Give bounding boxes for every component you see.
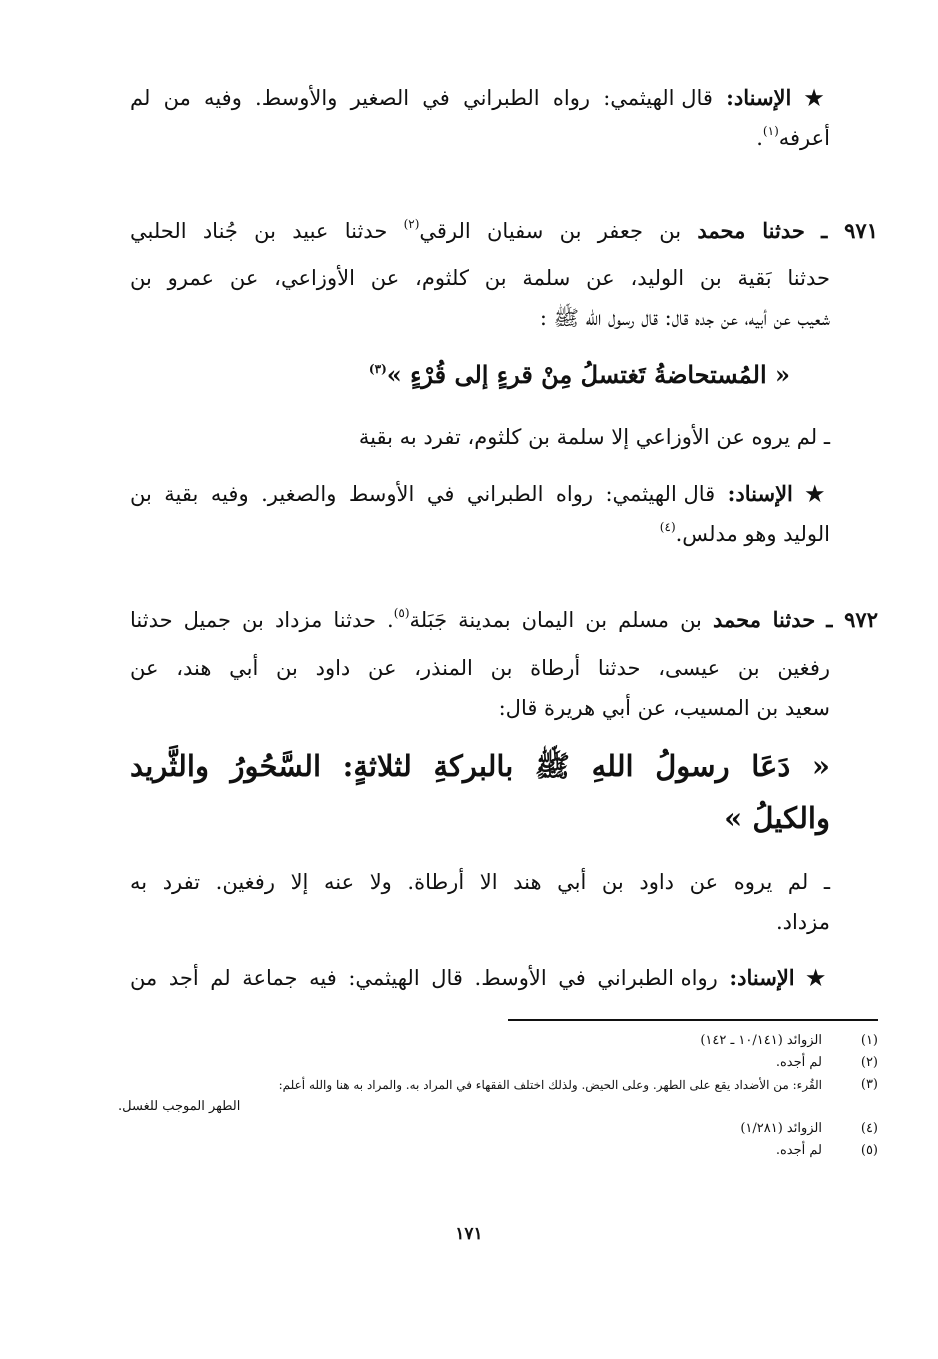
hadith-972 <box>130 740 830 844</box>
entry-972 <box>130 600 878 640</box>
entry-971-body <box>130 258 830 338</box>
footnote-ref-2[interactable]: (٢) <box>403 217 420 231</box>
isnad-label: الإسناد: <box>727 481 793 506</box>
entry-number: ٩٧١ ـ <box>821 218 878 243</box>
entry-number: ٩٧٢ ـ <box>826 607 878 632</box>
entry-972-line-1 <box>130 600 878 640</box>
entry-971-note <box>130 417 830 457</box>
entry-971-line-1 <box>130 211 878 251</box>
footnote-2 <box>118 1052 878 1074</box>
hadith-971-line <box>130 352 830 398</box>
hadith-text: « المُستحاضةُ تَغتسلُ مِنْ قرءٍ إلى قُرْءٍ » <box>386 360 790 389</box>
haddathana-muhammad: حدثنا محمد <box>712 607 816 632</box>
top-isnad <box>130 78 830 158</box>
footnote-text: الزوائد (١٠/١٤١ ـ ١٤٢) <box>700 1033 822 1048</box>
footnote-number: (٤) <box>860 1121 878 1136</box>
star-icon: ★ <box>806 965 830 990</box>
footnote-text: لم أجده. <box>775 1055 822 1070</box>
entry-971-isnad-line-2 <box>130 514 830 554</box>
footnote-divider <box>508 1019 878 1021</box>
isnad-text: رواه الطبراني في الأوسط. قال الهيثمي: فيه جماعة لم أجد من <box>130 966 718 990</box>
star-icon: ★ <box>804 85 830 110</box>
footnotes <box>118 1030 878 1162</box>
hadith-972-line-2: والكيلُ » <box>724 801 830 835</box>
footnote-3 <box>118 1074 878 1096</box>
page-number: ١٧١ <box>455 1224 483 1244</box>
hadith-972-line-1: « دَعَا رسولُ اللهِ ﷺ بالبركةِ لثلاثةٍ: السَّحُورُ والثَّريد <box>130 749 830 783</box>
footnote-number: (٢) <box>860 1055 878 1070</box>
entry-972-line-3: سعيد بن المسيب، عن أبي هريرة قال: <box>498 696 830 720</box>
entry-972-note <box>130 862 830 942</box>
period: . <box>756 126 763 150</box>
isnad-text: قال الهيثمي: رواه الطبراني في الأوسط والصغير. وفيه بقية بن <box>130 482 716 506</box>
narrator-chain: بن جعفر بن سفيان الرقي <box>419 219 682 243</box>
top-isnad-line-2 <box>130 118 830 158</box>
narrator-chain: حدثنا عبيد بن جُناد الحلبي <box>130 219 388 243</box>
isnad-text-end: الوليد وهو مدلس. <box>675 522 830 546</box>
haddathana-muhammad: حدثنا محمد <box>697 218 805 243</box>
footnote-text: الزوائد (١/٢٨١) <box>740 1121 822 1136</box>
entry-971-isnad-line-1 <box>130 474 830 514</box>
hadith-971 <box>130 352 830 398</box>
footnote-4 <box>118 1118 878 1140</box>
footnote-ref-1[interactable]: (١) <box>762 124 779 138</box>
top-isnad-line-1 <box>130 78 830 118</box>
entry-971-line-3: شعيب عن أبيه، عن جده قال: قال رسول الله ﷺ : <box>539 306 830 330</box>
entry-972-isnad-line-1 <box>130 958 830 998</box>
isnad-text: قال الهيثمي: رواه الطبراني في الصغير والأوسط. وفيه من لم <box>130 86 713 110</box>
entry-971-note-line: ـ لم يروه عن الأوزاعي إلا سلمة بن كلثوم، تفرد به بقية <box>358 425 830 449</box>
isnad-label: الإسناد: <box>726 85 792 110</box>
star-icon: ★ <box>805 481 830 506</box>
entry-971-line-2: حدثنا بَقية بن الوليد، عن سلمة بن كلثوم، عن الأوزاعي، عن عمرو بن <box>130 266 830 290</box>
narrator-chain: . حدثنا مزداد بن جميل حدثنا <box>130 608 394 632</box>
entry-972-isnad <box>130 958 830 998</box>
footnote-text: لم أجده. <box>775 1143 822 1158</box>
footnote-ref-5[interactable]: (٥) <box>393 606 410 620</box>
narrator-chain: بن مسلم بن اليمان بمدينة جَبَلة <box>409 608 702 632</box>
entry-972-body <box>130 648 830 728</box>
footnote-3-cont <box>118 1096 878 1118</box>
footnote-ref-4[interactable]: (٤) <box>659 520 676 534</box>
entry-971 <box>130 211 878 251</box>
entry-972-note-line-2: مزداد. <box>775 910 830 934</box>
footnote-text: القُرء: من الأضداد يقع على الطهر. وعلى الحيض. ولذلك اختلف الفقهاء في المراد به. والمراد به هنا والله أعلم: <box>278 1078 822 1092</box>
footnote-number: (٣) <box>860 1077 878 1092</box>
footnote-number: (١) <box>860 1033 878 1048</box>
footnote-ref-3[interactable]: (٣) <box>368 362 387 376</box>
isnad-label: الإسناد: <box>729 965 795 990</box>
footnote-5 <box>118 1140 878 1162</box>
entry-972-note-line-1: ـ لم يروه عن داود بن أبي هند الا أرطاة. ولا عنه إلا رفغين. تفرد به <box>130 870 830 894</box>
footnote-number: (٥) <box>860 1143 878 1158</box>
footnote-text: الطهر الموجب للغسل. <box>118 1099 241 1114</box>
entry-971-isnad <box>130 474 830 554</box>
footnote-1 <box>118 1030 878 1052</box>
entry-972-line-2: رفغين بن عيسى، حدثنا أرطاة بن المنذر، عن داود بن أبي هند، عن <box>130 656 830 680</box>
isnad-text-end: أعرفه <box>778 126 830 150</box>
